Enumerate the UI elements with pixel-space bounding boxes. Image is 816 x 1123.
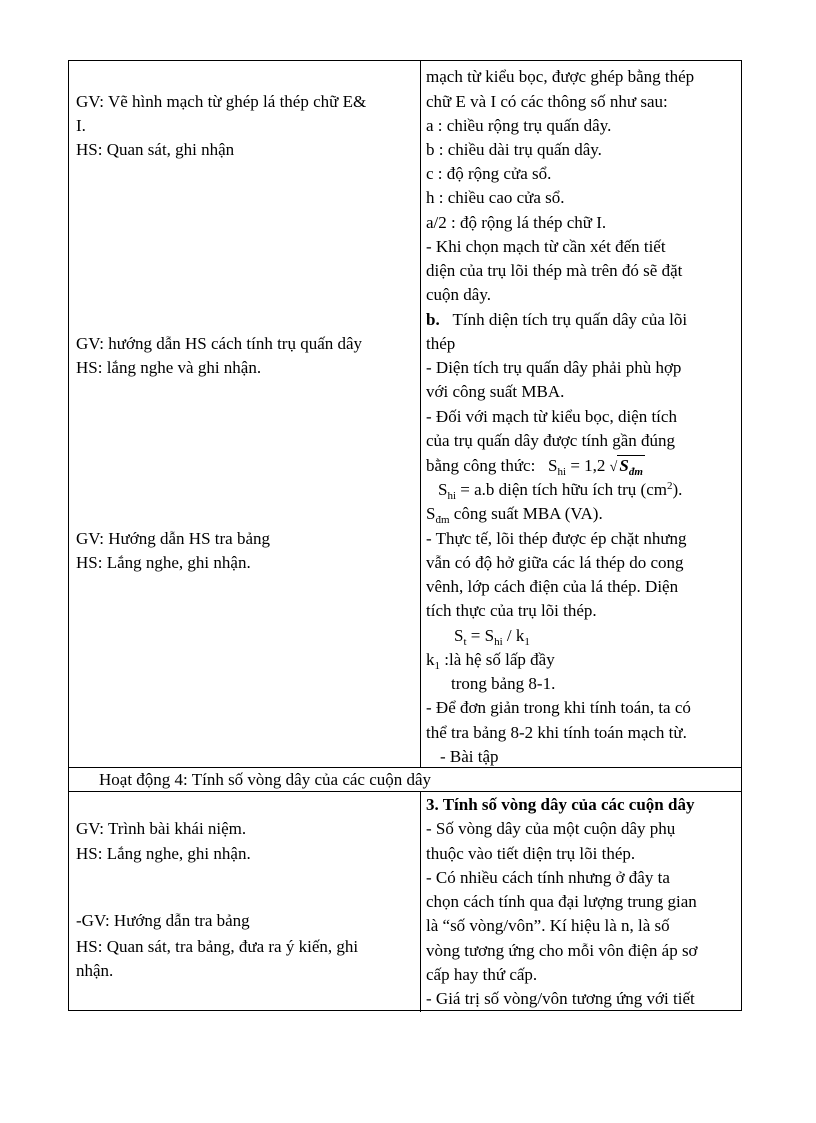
right-text: - Giá trị số vòng/vôn tương ứng với tiết [426, 989, 695, 1008]
left-text: HS: lắng nghe và ghi nhận. [76, 358, 262, 377]
formula-symbol: S [426, 504, 436, 523]
right-text: b : chiều dài trụ quấn dây. [426, 140, 602, 159]
right-text: - Để đơn giản trong khi tính toán, ta có [426, 698, 691, 717]
right-text: - Thực tế, lõi thép được ép chặt nhưng [426, 529, 687, 548]
right-text: cuộn dây. [426, 285, 491, 304]
right-text: thuộc vào tiết diện trụ lõi thép. [426, 844, 636, 863]
square-root: √ $S_{đm}$ [609, 456, 643, 478]
right-text: - Số vòng dây của một cuộn dây phụ [426, 819, 676, 838]
left-text: GV: Trình bài khái niệm. [76, 819, 247, 838]
formula-subscript: 1 [524, 636, 530, 648]
right-text: diện của trụ lõi thép mà trên đó sẽ đặt [426, 261, 683, 280]
formula-shi [426, 455, 645, 478]
right-text: vênh, lớp cách điện của lá thép. Diện [426, 577, 679, 596]
left-text: HS: Lắng nghe, ghi nhận. [76, 553, 251, 572]
left-text: HS: Quan sát, tra bảng, đưa ra ý kiến, ghi [76, 937, 359, 956]
left-text: GV: Hướng dẫn HS tra bảng [76, 529, 270, 548]
formula-text: công suất MBA (VA). [453, 504, 603, 523]
row-separator-top [69, 767, 741, 768]
right-text: chữ E và I có các thông số như sau: [426, 92, 668, 111]
section-b-label: b. [426, 310, 440, 329]
activity-heading: Hoạt động 4: Tính số vòng dây của các cuộn dây [99, 770, 432, 789]
formula-power [426, 504, 603, 526]
formula-symbol: k [426, 650, 435, 669]
right-text: tích thực của trụ lõi thép. [426, 601, 597, 620]
left-text: HS: Lắng nghe, ghi nhận. [76, 844, 251, 863]
formula-subscript: t [463, 636, 467, 648]
section-3-title: 3. Tính số vòng dây của các cuộn dây [426, 795, 695, 814]
formula-end: ). [672, 480, 683, 499]
formula-text: :là hệ số lấp đầy [444, 650, 555, 669]
right-text: chọn cách tính qua đại lượng trung gian [426, 892, 697, 911]
formula-superscript: 2 [666, 480, 673, 492]
left-text: I. [76, 116, 86, 135]
right-text: - Đối với mạch từ kiểu bọc, diện tích [426, 407, 677, 426]
left-text: GV: Vẽ hình mạch từ ghép lá thép chữ E& [76, 92, 367, 111]
formula-subscript: hi [557, 466, 567, 478]
right-text: với công suất MBA. [426, 382, 565, 401]
right-text: mạch từ kiểu bọc, được ghép bằng thép [426, 67, 695, 86]
formula-symbol: S [438, 480, 448, 499]
formula-symbol: S [454, 626, 464, 645]
right-text: - Bài tập [440, 747, 499, 766]
section-b-title: Tính diện tích trụ quấn dây của lõi [452, 310, 688, 329]
formula-st [454, 626, 530, 648]
formula-coefficient: = 1,2 [570, 456, 606, 475]
left-text: HS: Quan sát, ghi nhận [76, 140, 235, 159]
right-text: là “số vòng/vôn”. Kí hiệu là n, là số [426, 916, 670, 935]
right-text: a/2 : độ rộng lá thép chữ I. [426, 213, 607, 232]
formula-subscript: 1 [434, 660, 440, 672]
formula-k1 [426, 650, 555, 672]
formula-area [438, 480, 682, 502]
right-text: - Có nhiều cách tính nhưng ở đây ta [426, 868, 670, 887]
formula-equals: = S [470, 626, 495, 645]
formula-subscript: đm [435, 514, 450, 526]
right-text: vòng tương ứng cho mỗi vôn điện áp sơ [426, 941, 698, 960]
left-text: -GV: Hướng dẫn tra bảng [76, 911, 250, 930]
formula-symbol: S [548, 456, 558, 475]
right-text: vẫn có độ hở giữa các lá thép do cong [426, 553, 684, 572]
right-text: - Khi chọn mạch từ cần xét đến tiết [426, 237, 666, 256]
right-text: cấp hay thứ cấp. [426, 965, 538, 984]
lesson-table [68, 60, 742, 1011]
right-text: c : độ rộng cửa sổ. [426, 164, 552, 183]
formula-intro: bằng công thức: [426, 456, 536, 475]
right-text: thể tra bảng 8-2 khi tính toán mạch từ. [426, 723, 687, 742]
column-divider-top [420, 61, 421, 767]
right-text: của trụ quấn dây được tính gần đúng [426, 431, 676, 450]
column-divider-bottom [420, 791, 421, 1012]
left-text: GV: hướng dẫn HS cách tính trụ quấn dây [76, 334, 363, 353]
right-text: - Diện tích trụ quấn dây phải phù hợp [426, 358, 682, 377]
formula-subscript: hi [494, 636, 503, 648]
formula-text: = a.b diện tích hữu ích trụ (cm [460, 480, 667, 499]
row-separator-bottom [69, 791, 741, 792]
section-3-heading [426, 795, 694, 815]
section-b-heading [426, 310, 687, 330]
right-text: trong bảng 8-1. [451, 674, 556, 693]
radicand-subscript: đm [628, 466, 643, 478]
formula-subscript: hi [447, 490, 457, 502]
right-text: a : chiều rộng trụ quấn dây. [426, 116, 612, 135]
radicand: S [619, 456, 629, 475]
left-text: nhận. [76, 961, 114, 980]
formula-divide: / k [506, 626, 525, 645]
right-text: h : chiều cao cửa sổ. [426, 188, 565, 207]
right-text: thép [426, 334, 456, 353]
